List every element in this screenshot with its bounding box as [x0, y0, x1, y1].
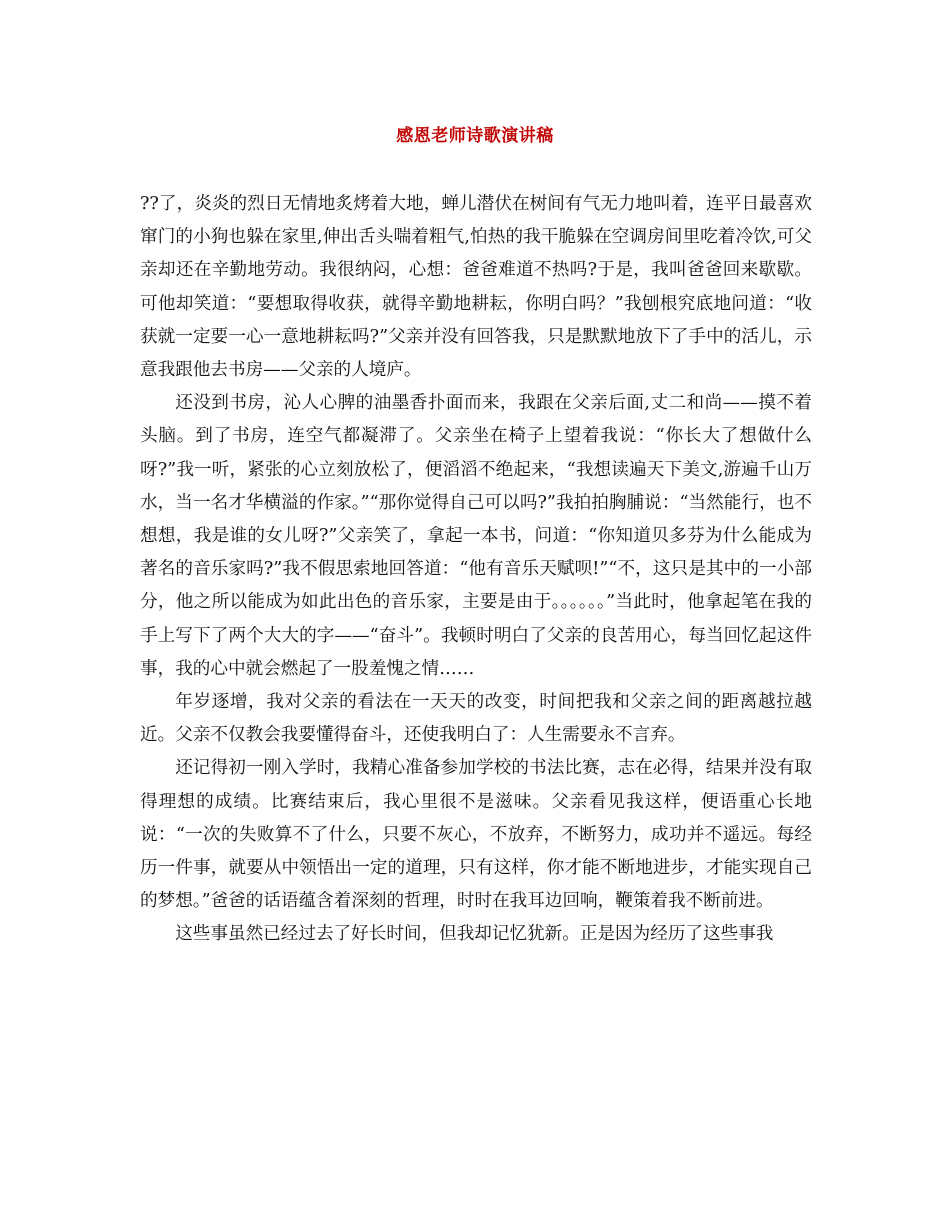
paragraph-5: 这些事虽然已经过去了好长时间，但我却记忆犹新。正是因为经历了这些事我 — [175, 924, 774, 945]
document-title: 感恩老师诗歌演讲稿 — [396, 126, 554, 146]
paragraph-3: 年岁逐增，我对父亲的看法在一天天的改变，时间把我和父亲之间的距离越拉越近。父亲不仅教会我要懂得奋斗，还使我明白了：人生需要永不言弃。 — [140, 692, 812, 746]
paragraph-1: ??了，炎炎的烈日无情地炙烤着大地，蝉儿潜伏在树间有气无力地叫着，连平日最喜欢窜门的小狗也躲在家里,伸出舌头喘着粗气,怕热的我干脆躲在空调房间里吃着冷饮,可父亲却还在辛勤地劳动。我很纳闷，心想：爸爸难道不热吗?于是，我叫爸爸回来歇歇。可他却笑道：“要想取得收获，就得辛勤地耕耘，你明白吗？”我刨根究底地问道：“收获就一定要一心一意地耕耘吗?”父亲并没有回答我，只是默默地放下了手中的活儿，示意我跟他去书房——父亲的人境庐。 — [140, 194, 812, 381]
paragraph-4: 还记得初一刚入学时，我精心准备参加学校的书法比赛，志在必得，结果并没有取得理想的成绩。比赛结束后，我心里很不是滋味。父亲看见我这样，便语重心长地说：“一次的失败算不了什么，只要不灰心，不放弃，不断努力，成功并不遥远。每经历一件事，就要从中领悟出一定的道理，只有这样，你才能不断地进步，才能实现自己的梦想。”爸爸的话语蕴含着深刻的哲理，时时在我耳边回响，鞭策着我不断前进。 — [140, 758, 812, 912]
document-body — [140, 188, 812, 952]
paragraph-2: 还没到书房，沁人心脾的油墨香扑面而来，我跟在父亲后面,丈二和尚——摸不着头脑。到了书房，连空气都凝滞了。父亲坐在椅子上望着我说：“你长大了想做什么呀?”我一听，紧张的心立刻放松了，便滔滔不绝起来，“我想读遍天下美文,游遍千山万水，当一名才华横溢的作家。”“那你觉得自己可以吗?”我拍拍胸脯说：“当然能行，也不想想，我是谁的女儿呀?”父亲笑了，拿起一本书，问道：“你知道贝多芬为什么能成为著名的音乐家吗?”我不假思索地回答道：“他有音乐天赋呗!”“不，这只是其中的一小部分，他之所以能成为如此出色的音乐家，主要是由于。。。。。。”当此时，他拿起笔在我的手上写下了两个大大的字——“奋斗”。我顿时明白了父亲的良苦用心，每当回忆起这件事，我的心中就会燃起了一股羞愧之情…… — [140, 393, 812, 679]
